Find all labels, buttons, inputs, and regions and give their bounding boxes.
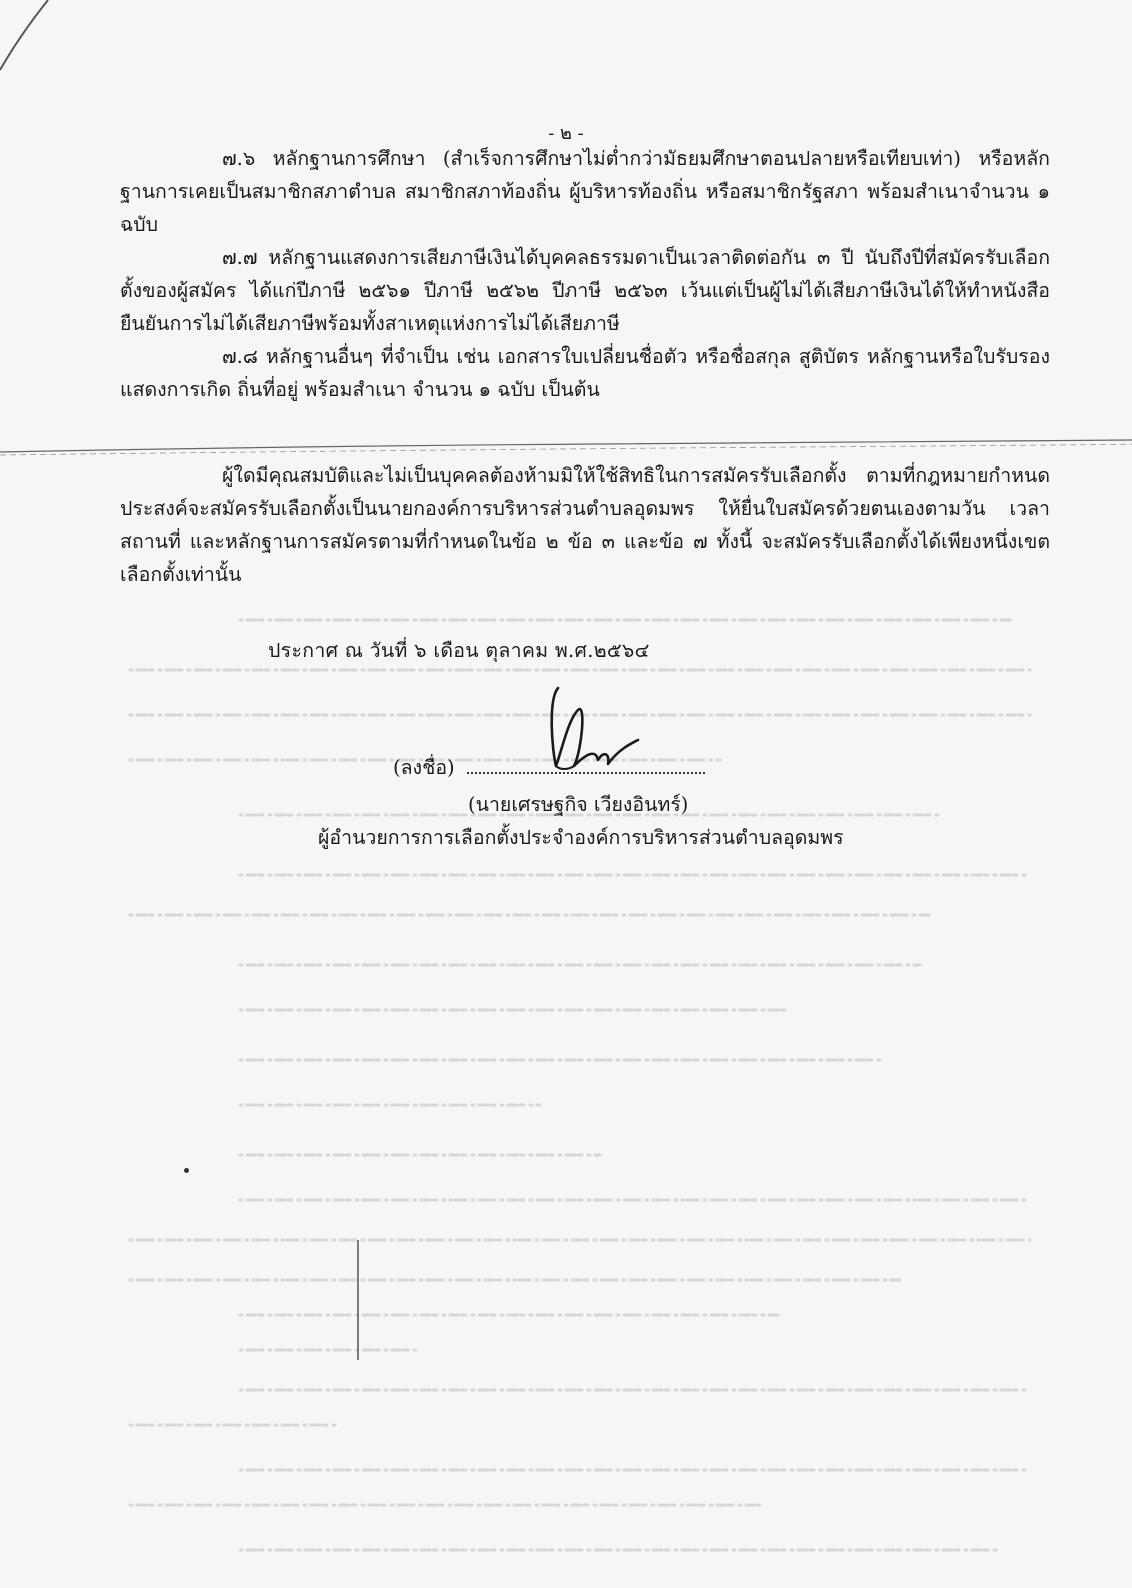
signature-line bbox=[393, 752, 705, 783]
signer-title: ผู้อำนวยการการเลือกตั้งประจำองค์การบริหารส่วนตำบลอุดมพร bbox=[318, 826, 844, 849]
eligibility-section bbox=[120, 459, 1050, 591]
paragraph-eligibility: ผู้ใดมีคุณสมบัติและไม่เป็นบุคคลต้องห้ามมิให้ใช้สิทธิในการสมัครรับเลือกตั้ง ตามที่กฎหมายกำหนด ประสงค์จะสมัครรับเลือกตั้งเป็นนายกองค์การบริหารส่วนตำบลอุดมพร ให้ยื่นใบสมัครด้วยตนเองตามวัน เวลา สถานที่ และหลักฐานการสมัครตามที่กำหนดในข้อ ๒ ข้อ ๓ และข้อ ๗ ทั้งนี้ จะสมัครรับเลือกตั้งได้เพียงหนึ่งเขตเลือกตั้งเท่านั้น bbox=[120, 464, 1050, 586]
signature-label: (ลงชื่อ) bbox=[393, 756, 455, 779]
signature-dotted-line bbox=[467, 760, 705, 774]
paragraph-7-8: ๗.๘ หลักฐานอื่นๆ ที่จำเป็น เช่น เอกสารใบเปลี่ยนชื่อตัว หรือชื่อสกุล สูติบัตร หลักฐานหรือใบรับรองแสดงการเกิด ถิ่นที่อยู่ พร้อมสำเนา จำนวน ๑ ฉบับ เป็นต้น bbox=[120, 345, 1050, 401]
evidence-list bbox=[120, 142, 1050, 406]
fold-line bbox=[0, 438, 1132, 458]
scan-artifact-line bbox=[355, 1240, 361, 1360]
announcement-date: ประกาศ ณ วันที่ ๖ เดือน ตุลาคม พ.ศ.๒๕๖๔ bbox=[268, 639, 650, 662]
paragraph-7-6: ๗.๖ หลักฐานการศึกษา (สำเร็จการศึกษาไม่ต่ำกว่ามัธยมศึกษาตอนปลายหรือเทียบเท่า) หรือหลักฐานการเคยเป็นสมาชิกสภาตำบล สมาชิกสภาท้องถิ่น ผู้บริหารท้องถิ่น หรือสมาชิกรัฐสภา พร้อมสำเนาจำนวน ๑ ฉบับ bbox=[120, 147, 1050, 236]
signer-name: (นายเศรษฐกิจ เวียงอินทร์) bbox=[468, 793, 689, 816]
paragraph-7-7: ๗.๗ หลักฐานแสดงการเสียภาษีเงินได้บุคคลธรรมดาเป็นเวลาติดต่อกัน ๓ ปี นับถึงปีที่สมัครรับเลือกตั้งของผู้สมัคร ได้แก่ปีภาษี ๒๕๖๑ ปีภาษี ๒๕๖๒ ปีภาษี ๒๕๖๓ เว้นแต่เป็นผู้ไม่ได้เสียภาษีเงินได้ให้ทำหนังสือยืนยันการไม่ได้เสียภาษีพร้อมทั้งสาเหตุแห่งการไม่ได้เสียภาษี bbox=[120, 246, 1050, 335]
page-number: - ๒ - bbox=[548, 123, 584, 144]
stray-mark bbox=[184, 1168, 189, 1173]
scan-edge-line bbox=[0, 0, 60, 90]
